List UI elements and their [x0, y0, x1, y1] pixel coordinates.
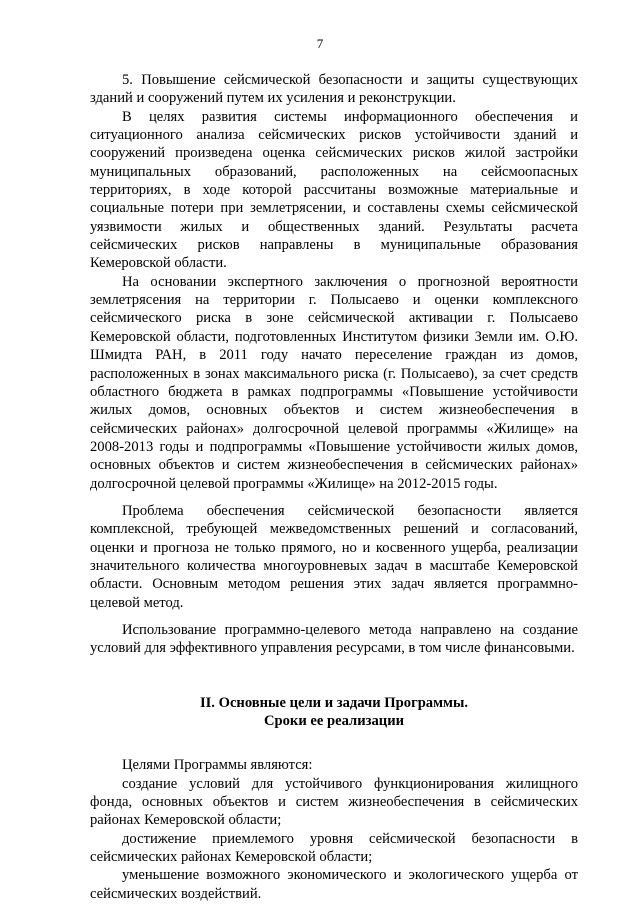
page-number: 7: [316, 36, 324, 51]
paragraph-goals-intro: Целями Программы являются:: [122, 757, 313, 774]
section-heading: [90, 694, 578, 731]
paragraph-program-method: Использование программно-целевого метода направлено на создание условий для эффективного управления ресурсами, в том числе финансовыми.: [90, 621, 578, 657]
list-item-goal: создание условий для устойчивого функционирования жилищного фонда, основных объектов и систем жизнеобеспечения в сейсмических районах Кемеровской области;: [90, 775, 578, 829]
page-body: [90, 71, 578, 903]
section-heading-title: II. Основные цели и задачи Программы.: [199, 694, 469, 711]
paragraph-problem-statement: Проблема обеспечения сейсмической безопасности является комплексной, требующей межведомственных решений и согласований, оценки и прогноза не только прямого, но и косвенного ущерба, реализации значительного количества многоуровневых задач в масштабе Кемеровской области. Основным методом решения этих задач является программно-целевой метод.: [90, 502, 578, 611]
paragraph-polysaevo-resettlement: На основании экспертного заключения о прогнозной вероятности землетрясения на территории г. Полысаево и оценки комплексного сейсмического риска в зоне сейсмической активации г. Полысаево Кемеровской области, подготовленных Институтом физики Земли им. О.Ю. Шмидта РАН, в 2011 году начато переселение граждан из домов, расположенных в зонах максимального риска (г. Полысаево), за счет средств областного бюджета в рамках подпрограммы «Повышение устойчивости жилых домов, основных объектов и систем жизнеобеспечения в сейсмических районах» долгосрочной целевой программы «Жилище» на 2008-2013 годы и подпрограммы «Повышение устойчивости жилых домов, основных объектов и систем жизнеобеспечения в сейсмических районах» долгосрочной целевой программы «Жилище» на 2012-2015 годы.: [90, 273, 578, 492]
section-heading-subtitle: Сроки ее реализации: [263, 713, 405, 729]
list-item-goal: уменьшение возможного экономического и экологического ущерба от сейсмических воздействий.: [90, 867, 578, 902]
paragraph-risk-analysis: В целях развития системы информационного обеспечения и ситуационного анализа сейсмических рисков устойчивости зданий и сооружений произведена оценка сейсмических рисков жилой застройки муниципальных образований, расположенных на сейсмоопасных территориях, в ходе которой рассчитаны возможные материальные и социальные потери при землетрясении, и составлены схемы сейсмической уязвимости жилых и общественных зданий. Результаты расчета сейсмических рисков направлены в муниципальные образования Кемеровской области.: [90, 108, 578, 272]
list-item-goal: достижение приемлемого уровня сейсмической безопасности в сейсмических районах Кемеровской области;: [90, 830, 578, 866]
paragraph-measure-5: 5. Повышение сейсмической безопасности и защиты существующих зданий и сооружений путем их усиления и реконструкции.: [90, 72, 578, 107]
